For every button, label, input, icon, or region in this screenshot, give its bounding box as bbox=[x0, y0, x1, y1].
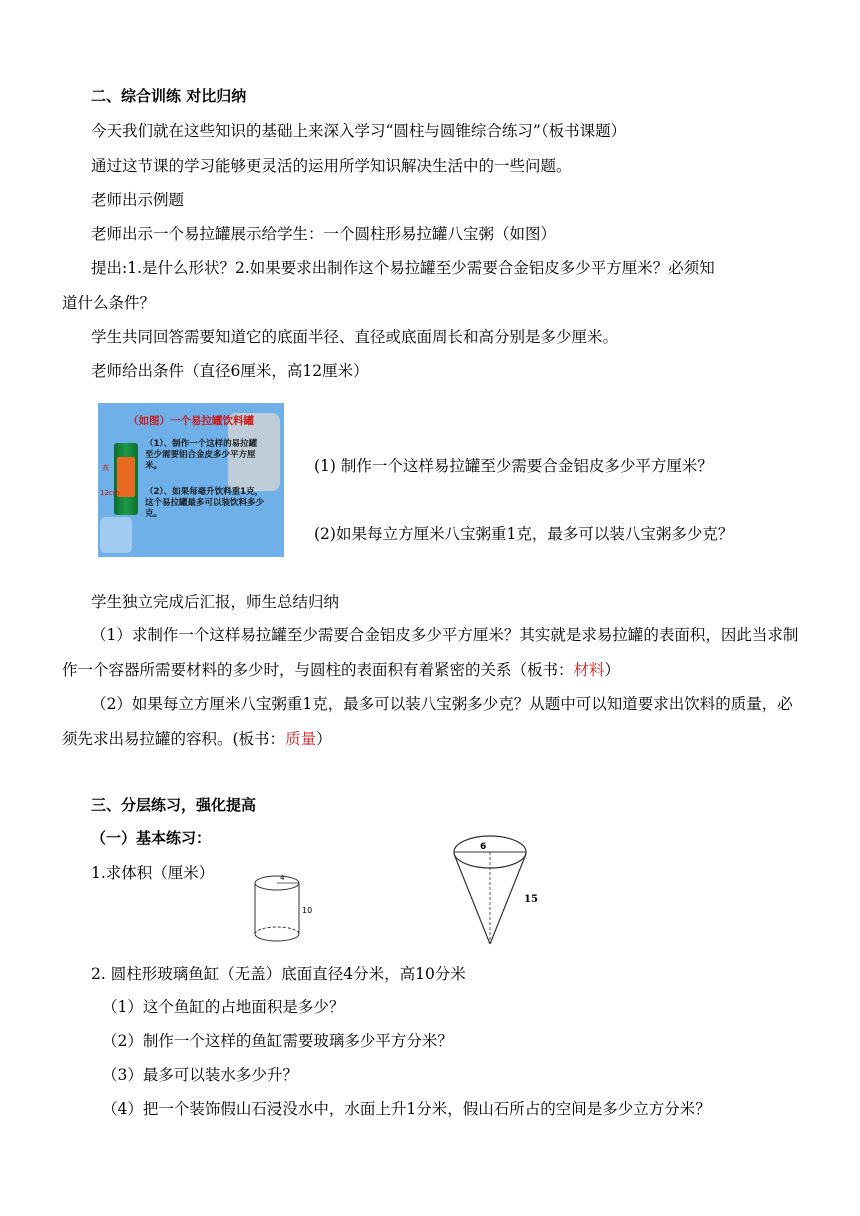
decoration bbox=[100, 517, 132, 553]
paragraph: 学生共同回答需要知道它的底面半径、直径或底面周长和高分别是多少厘米。 bbox=[91, 328, 619, 346]
can-slide-image bbox=[98, 403, 284, 557]
exercise-1: 1.求体积（厘米） bbox=[91, 864, 215, 882]
paragraph: 学生独立完成后汇报，师生总结归纳 bbox=[91, 593, 340, 611]
highlight-material: 材料 bbox=[573, 661, 605, 679]
summary-1: （1）求制作一个这样易拉罐至少需要合金铝皮多少平方厘米？其实就是求易拉罐的表面积，因此当求制作一个容器所需要材料的多少时，与圆柱的表面积有着紧密的关系（板书：材料） bbox=[62, 626, 799, 679]
paragraph: 道什么条件？ bbox=[62, 294, 156, 312]
cone-diagram bbox=[448, 834, 548, 950]
section3-heading: 三、分层练习，强化提高 bbox=[91, 796, 257, 814]
slide-question-2: （2）、如果每毫升饮料重1克，这个易拉罐最多可以装饮料多少克。 bbox=[145, 487, 265, 519]
paragraph: 提出:1.是什么形状？2.如果要求出制作这个易拉罐至少需要合金铝皮多少平方厘米？必须知 bbox=[91, 259, 715, 277]
paragraph: 今天我们就在这些知识的基础上来深入学习“圆柱与圆锥综合练习”（板书课题） bbox=[91, 122, 627, 140]
paragraph: 老师出示例题 bbox=[91, 191, 185, 209]
slide-title: （如图）一个易拉罐饮料罐 bbox=[128, 415, 254, 427]
cone-diameter: 6 bbox=[480, 842, 487, 852]
section2-heading: 二、综合训练 对比归纳 bbox=[91, 87, 247, 105]
paragraph: 老师给出条件（直径6厘米，高12厘米） bbox=[91, 362, 369, 380]
exercise-2-part-3: （3）最多可以装水多少升？ bbox=[102, 1066, 298, 1084]
can-icon bbox=[114, 443, 138, 515]
cone-height: 15 bbox=[524, 894, 538, 905]
exercise-2: 2. 圆柱形玻璃鱼缸（无盖）底面直径4分米，高10分米 bbox=[91, 965, 466, 983]
summary-2: （2）如果每立方厘米八宝粥重1克，最多可以装八宝粥多少克？从题中可以知道要求出饮料的质量，必须先求出易拉罐的容积。(板书：质量） bbox=[62, 695, 793, 748]
question-2: (2)如果每立方厘米八宝粥重1克，最多可以装八宝粥多少克？ bbox=[314, 525, 734, 543]
height-label: 高 bbox=[102, 464, 109, 472]
height-value: 12cm bbox=[100, 489, 120, 497]
paragraph: 老师出示一个易拉罐展示给学生：一个圆柱形易拉罐八宝粥（如图） bbox=[91, 225, 557, 243]
cylinder-diagram bbox=[244, 870, 324, 950]
cylinder-height: 10 bbox=[302, 906, 313, 915]
section3-sub: （一）基本练习： bbox=[91, 829, 212, 847]
paragraph: 通过这节课的学习能够更灵活的运用所学知识解决生活中的一些问题。 bbox=[91, 157, 572, 175]
slide-question-1: （1）、制作一个这样的易拉罐至少需要铝合金皮多少平方厘米。 bbox=[145, 439, 258, 471]
exercise-2-part-2: （2）制作一个这样的鱼缸需要玻璃多少平方分米？ bbox=[102, 1032, 453, 1050]
highlight-mass: 质量 bbox=[285, 730, 317, 748]
exercise-2-part-1: （1）这个鱼缸的占地面积是多少？ bbox=[102, 998, 345, 1016]
cylinder-diameter: 4 bbox=[280, 874, 285, 882]
exercise-2-part-4: （4）把一个装饰假山石浸没水中，水面上升1分米，假山石所占的空间是多少立方分米？ bbox=[102, 1100, 711, 1118]
question-1: (1) 制作一个这样易拉罐至少需要合金铝皮多少平方厘米？ bbox=[314, 457, 713, 475]
